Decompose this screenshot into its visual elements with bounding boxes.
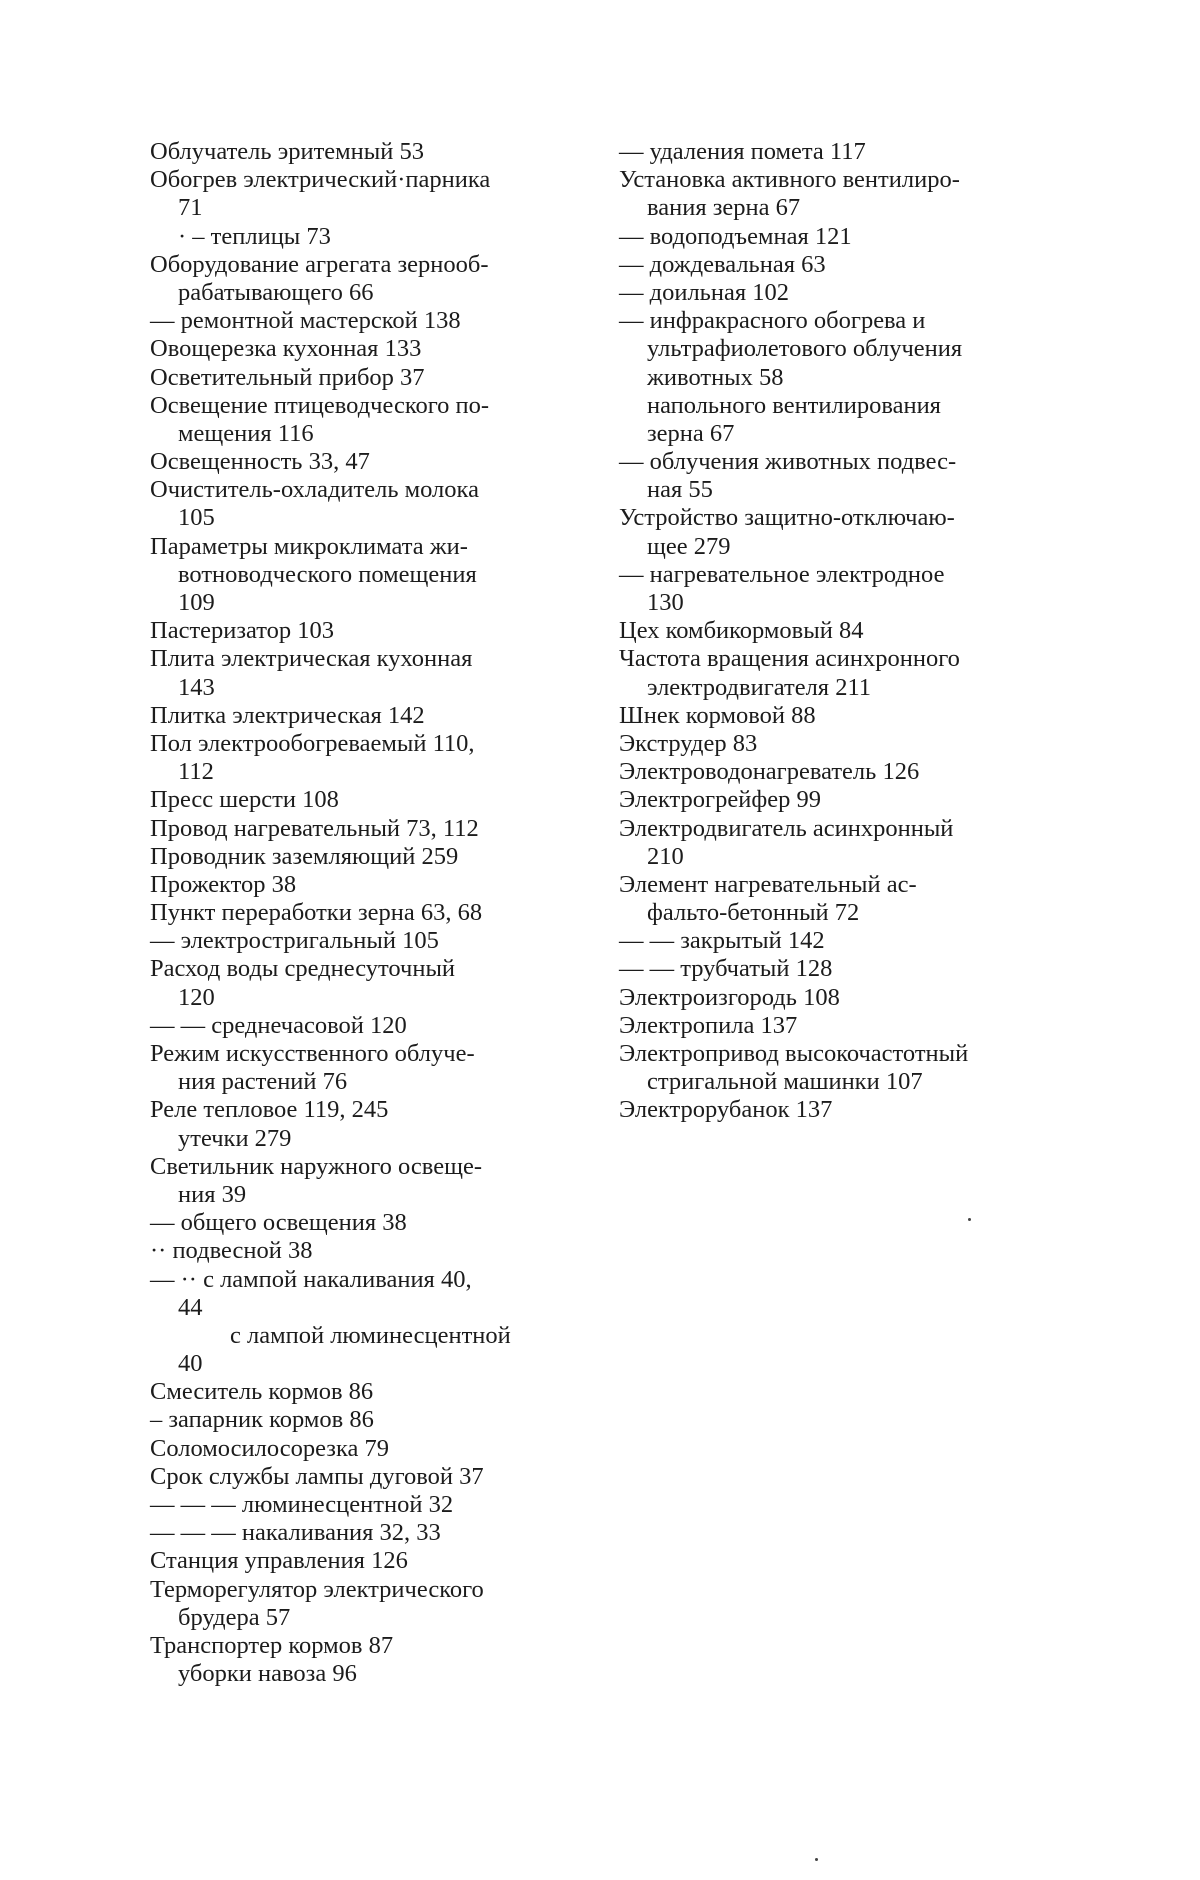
index-entry-line: электродвигателя 211 [647,673,872,701]
index-entry-line: Соломосилосорезка 79 [150,1434,389,1462]
index-entry-line: Режим искусственного облуче- [150,1040,475,1067]
index-entry-line: Смеситель кормов 86 [150,1378,374,1406]
index-entry-line: Освещенность 33, 47 [150,448,370,476]
index-entry-line: Электропила 137 [619,1011,798,1039]
index-entry-line: Станция управления 126 [150,1547,408,1575]
index-entry-line: Расход воды среднесуточный [150,955,456,983]
index-entry-line: ная 55 [647,476,713,504]
index-entry-line: 71 [178,194,203,222]
index-entry-line: щее 279 [647,532,731,560]
index-entry-line: Реле тепловое 119, 245 [150,1096,389,1124]
index-entry-line: рабатывающего 66 [178,278,374,306]
index-entry-line: Экструдер 83 [619,729,758,757]
index-entry-line: Проводник заземляющий 259 [150,842,459,870]
index-entry-line: — инфракрасного обогрева и [619,307,926,335]
index-entry-line: Облучатель эритемный 53 [150,138,424,165]
index-entry-line: Частота вращения асинхронного [619,645,960,673]
index-entry-line: Шнек кормовой 88 [619,701,816,729]
index-entry-line: ультрафиолетового облучения [647,335,963,363]
index-entry-line: ния растений 76 [178,1068,348,1096]
index-entry-line: Терморегулятор электрического [150,1575,484,1603]
index-entry-line: вотноводческого помещения [178,560,477,588]
index-entry-line: с лампой люминесцентной [230,1321,511,1349]
index-entry-line: — общего освещения 38 [150,1209,407,1237]
index-entry-line: — удаления помета 117 [619,138,866,165]
index-entry-line: 120 [178,983,215,1011]
index-entry-line: Пункт переработки зерна 63, 68 [150,899,483,927]
index-entry-line: Электропривод высокочастотный [619,1040,969,1067]
index-entry-line: Устройство защитно-отключаю- [619,504,955,532]
scan-speck [968,1218,971,1221]
index-entry-line: Плита электрическая кухонная [150,645,473,673]
index-entry-line: напольного вентилирования [647,391,941,419]
index-entry-line: Светильник наружного освеще- [150,1152,482,1180]
index-entry-line: Обогрев электрический·парника [150,166,491,194]
index-entry-line: — — среднечасовой 120 [150,1011,407,1039]
index-column-left [150,138,574,1688]
index-entry-line: Пресс шерсти 108 [150,786,339,814]
index-entry-line: — дождевальная 63 [619,250,826,278]
index-entry-line: Элемент нагревательный ас- [619,870,917,898]
index-entry-line: Электрорубанок 137 [619,1096,833,1124]
index-entry-line: — — — люминесцентной 32 [150,1491,454,1518]
index-entry-line: — облучения животных подвес- [619,448,957,476]
index-entry-line: Провод нагревательный 73, 112 [150,814,479,842]
index-entry-line: Плитка электрическая 142 [150,701,425,729]
index-entry-line: ·· подвесной 38 [150,1237,313,1265]
index-entry-line: · – теплицы 73 [178,222,331,250]
index-entry-line: — ремонтной мастерской 138 [150,307,461,335]
index-entry-line: 44 [178,1293,203,1321]
index-entry-line: 105 [178,504,215,532]
index-entry-line: стригальной машинки 107 [647,1068,923,1096]
index-entry-line: Пастеризатор 103 [150,617,335,645]
index-entry-line: фальто-бетонный 72 [647,899,860,927]
index-entry-line: Очиститель-охладитель молока [150,476,479,504]
index-entry-line: — нагревательное электродное [619,560,945,588]
index-entry-line: брудера 57 [178,1603,291,1631]
index-entry-line: Параметры микроклимата жи- [150,532,468,560]
index-entry-line: ния 39 [178,1180,247,1208]
index-entry-line: вания зерна 67 [647,194,801,222]
index-entry-line: Транспортер кормов 87 [150,1631,394,1659]
index-entry-line: зерна 67 [647,419,735,447]
index-entry-line: — ·· с лампой накаливания 40, [150,1265,472,1293]
index-entry-line: 210 [647,842,684,870]
index-entry-line: утечки 279 [178,1124,292,1152]
index-entry-line: животных 58 [647,363,784,391]
index-entry-line: Осветительный прибор 37 [150,363,425,391]
index-entry-line: уборки навоза 96 [178,1660,357,1688]
index-entry-line: 143 [178,673,215,701]
index-entry-line: 109 [178,589,215,616]
index-entry-line: — доильная 102 [619,278,789,306]
index-entry-line: Срок службы лампы дуговой 37 [150,1462,484,1490]
index-entry-line: 112 [178,758,214,786]
index-entry-line: — водоподъемная 121 [619,222,852,250]
index-entry-line: Электрогрейфер 99 [619,786,821,814]
index-entry-line: Овощерезка кухонная 133 [150,335,422,363]
index-entry-line: — — — накаливания 32, 33 [150,1519,441,1547]
index-entry-line: – запарник кормов 86 [150,1406,374,1434]
scan-speck [815,1858,818,1861]
index-entry-line: 40 [178,1350,203,1378]
index-entry-line: Электроизгородь 108 [619,983,840,1011]
index-entry-line: Прожектор 38 [150,870,297,898]
index-entry-line: 130 [647,589,684,616]
index-entry-line: Пол электрообогреваемый 110, [150,729,475,757]
index-entry-line: — электростригальный 105 [150,927,439,955]
index-entry-line: — — закрытый 142 [619,927,825,955]
index-column-right [619,138,1043,1125]
index-entry-line: Оборудование агрегата зернооб- [150,250,489,278]
index-entry-line: Электродвигатель асинхронный [619,814,954,842]
index-entry-line: Электроводонагреватель 126 [619,758,920,786]
index-entry-line: Установка активного вентилиро- [619,166,960,194]
index-entry-line: Освещение птицеводческого по- [150,391,490,419]
index-entry-line: — — трубчатый 128 [619,955,833,983]
index-entry-line: Цех комбикормовый 84 [619,617,864,645]
index-entry-line: мещения 116 [178,419,314,447]
